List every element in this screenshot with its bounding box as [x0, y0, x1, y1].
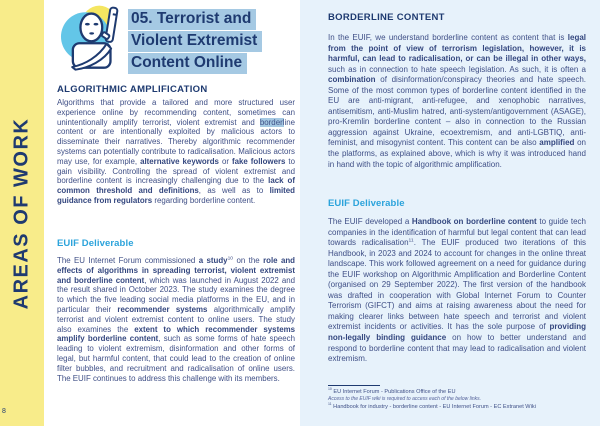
paragraph-euif-deliverable-right: The EUIF developed a Handbook on borderline content to guide tech companies in the identification of harmful but legal content that can lead towards radicalisation$^{11}$. The EUIF produced two iterations of this Handbook, in 2023 and 2024 to account for changes in the online threat landscape. This work followed agreement on a need for guidance during the EUIF workshop on Algorithmic Amplification and Borderline Content (organised on 29 September 2022). The first version of the handbook was drafted in cooperation with Global Internet Forum to Counter Terrorism (GIFCT) and aims at raising awareness about the need for making clearer links between hate speech and terrorist and violent extremist incidents or activities. It has the sole purpose of providing non-legally binding guidance on how to better understand and respond to borderline content that may lead to radicalisation and violent extremism. — [328, 217, 587, 364]
page-title-line-1: 05. Terrorist and — [128, 9, 256, 30]
footnote-11-link[interactable]: $^{11}$ Handbook for industry - borderline content - EU Internet Forum - EC Extranet Wiki — [328, 401, 536, 410]
footnote-10-link[interactable]: $^{10}$ EU Internet Forum - Publications Office of the EU — [328, 387, 456, 395]
paragraph-borderline-content: In the EUIF, we understand borderline content as content that is legal from the point of view of terrorism legislation, however, it is harmful, can lead to radicalisation, or can be illegal in other ways, such as in connection to hate speech legislation. As such, it is often a combination of disinformation/conspiracy theories and hate speech. Some of the most common types of borderline content identified in the EU are anti-migrant, anti-refugee, and xenophobic narratives, antisemitism, anti-Muslim hatred, anti-system/antigovernment (ASAGE), pro-Kremlin borderline content – also in connection to the Russian aggression against Ukraine, ecoextremism, and anti-LGBTIQ, anti-feminist, and misogynist content. This content can be also amplified on the platforms, as explained above, which is why it was introduced hand in hand with the topic of algorithmic amplification. — [328, 33, 586, 169]
heading-borderline-content: BORDERLINE CONTENT — [328, 12, 445, 23]
page-title-line-2: Violent Extremist — [128, 31, 262, 52]
sidebar-label-areas-of-work: AREAS OF WORK — [10, 117, 33, 309]
footnotes — [328, 385, 586, 411]
heading-euif-deliverable-right: EUIF Deliverable — [328, 198, 405, 209]
footnote-access-note: Access to the EUIF wiki is required to access each of the below links. — [328, 396, 482, 403]
page-title — [128, 9, 262, 75]
terrorist-balaclava-icon — [59, 5, 125, 71]
heading-euif-deliverable-left: EUIF Deliverable — [57, 238, 134, 249]
page-title-line-3: Content Online — [128, 53, 247, 74]
paragraph-euif-deliverable-left: The EU Internet Forum commissioned a study$^{10}$ on the role and effects of algorithms in spreading terrorist, violent extremist and borderline content, which was launched in August 2022 and the result shared in October 2023. The study examines the degree to which the five leading social media platforms in the EU, and in particular their recommender systems algorithmically amplify terrorist and violent extremist content to online users. The study also examines the extent to which recommender systems amplify borderline content, such as some forms of hate speech leading to violent extremism, disinformation and other forms of legal, but harmful content, that could lead to the creation of online filter bubbles, and recruitment and radicalisation of online users. The EUIF continues to address this challenge with its members. — [57, 256, 295, 383]
page-number: 8 — [2, 408, 6, 415]
paragraph-algorithmic-amplification: Algorithms that provide a tailored and more structured user experience online by recommending content, sometimes can unintentionally amplify terrorist, violent extremist and borderline content or are intentionally exploited by malicious actors to disseminate their narratives. Thereby algorithmic recommender systems can potentially contribute to radicalisation. Malicious actors may use, for example, alternative keywords or fake followers to gain visibility. Controlling the spread of violent extremist and borderline content is increasingly challenging due to the lack of common threshold and definitions, as well as to limited guidance from regulators regarding borderline content. — [57, 98, 296, 205]
footnote-divider — [328, 385, 380, 386]
heading-algorithmic-amplification: ALGORITHMIC AMPLIFICATION — [57, 84, 208, 95]
sidebar-label-wrap — [0, 0, 44, 426]
